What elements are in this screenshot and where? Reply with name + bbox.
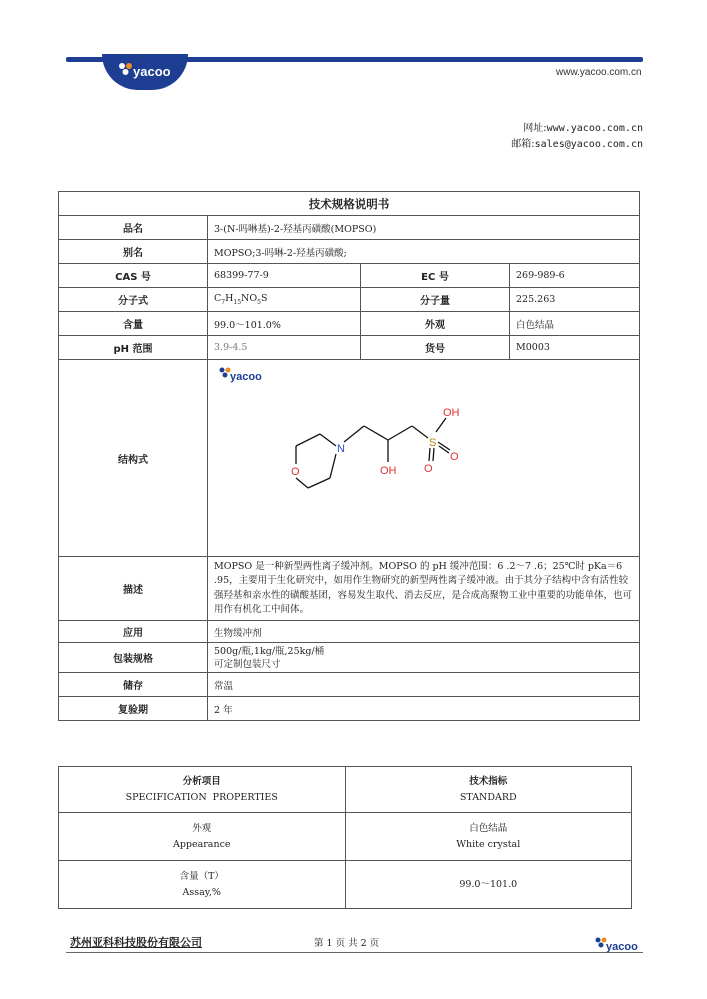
spec-table	[58, 191, 640, 721]
property-cell: 外观 Appearance	[59, 813, 346, 861]
svg-text:O: O	[450, 451, 459, 463]
standard-cell: 白色结晶 White crystal	[345, 813, 632, 861]
content-value: 99.0～101.0%	[208, 312, 361, 336]
alias-label: 别名	[59, 240, 208, 264]
packaging-value	[208, 643, 640, 673]
svg-text:O: O	[424, 463, 433, 475]
formula-label: 分子式	[59, 288, 208, 312]
description-label: 描述	[59, 557, 208, 621]
analysis-header-standard: 技术指标 STANDARD	[345, 767, 632, 813]
content-label: 含量	[59, 312, 208, 336]
description-value: MOPSO 是一种新型两性离子缓冲剂。MOPSO 的 pH 缓冲范围：6 .2～7 .6；25℃时 pKa＝6 .95，主要用于生化研究中，如用作生物研究的新型两性离子缓冲液。由于其分子结构中含有活性较强羟基和亲水性的磺酸基团，容易发生取代、消去反应，是合成高聚物工业中重要的功能单体，也可用作有机化工中间体。	[208, 557, 640, 621]
storage-label: 储存	[59, 673, 208, 697]
structure-diagram	[208, 360, 638, 553]
footer-logo	[594, 934, 644, 958]
footer-divider	[66, 952, 643, 953]
svg-text:yacoo: yacoo	[230, 371, 262, 383]
packaging-line2: 可定制包装尺寸	[214, 658, 281, 670]
svg-text:OH: OH	[380, 465, 397, 477]
item-no-value: M0003	[510, 336, 640, 360]
svg-text:O: O	[291, 466, 300, 478]
ph-value: 3.9-4.5	[208, 336, 361, 360]
structure-label: 结构式	[59, 360, 208, 557]
table-row	[59, 813, 632, 861]
cas-value: 68399-77-9	[208, 264, 361, 288]
application-value: 生物缓冲剂	[208, 621, 640, 643]
spec-title: 技术规格说明书	[59, 192, 640, 216]
retest-label: 复验期	[59, 697, 208, 721]
analysis-header-properties: 分析项目 SPECIFICATION PROPERTIES	[59, 767, 346, 813]
application-label: 应用	[59, 621, 208, 643]
packaging-label: 包装规格	[59, 643, 208, 673]
analysis-table	[58, 766, 632, 909]
email-link[interactable]: sales@yacoo.com.cn	[534, 139, 643, 150]
table-row	[59, 861, 632, 909]
contact-info	[511, 121, 643, 153]
appearance-value: 白色结晶	[510, 312, 640, 336]
formula-value: $C_7H_{15}NO_5S$	[208, 288, 361, 312]
packaging-line1: 500g/瓶,1kg/瓶,25kg/桶	[214, 645, 325, 657]
website-label: 网址:	[523, 123, 547, 134]
page-number: 第 1 页 共 2 页	[314, 938, 380, 949]
ec-value: 269-989-6	[510, 264, 640, 288]
yacoo-logo-small	[220, 368, 263, 384]
appearance-label: 外观	[361, 312, 510, 336]
product-name-value: 3-(N-吗啉基)-2-羟基丙磺酸(MOPSO)	[208, 216, 640, 240]
svg-text:yacoo: yacoo	[133, 64, 171, 79]
property-cell: 含量（T） Assay,%	[59, 861, 346, 909]
svg-text:S: S	[429, 437, 437, 449]
mw-value: 225.263	[510, 288, 640, 312]
structure-cell	[208, 360, 640, 557]
header-url[interactable]: www.yacoo.com.cn	[556, 67, 642, 78]
storage-value: 常温	[208, 673, 640, 697]
website-link[interactable]: www.yacoo.com.cn	[546, 123, 643, 134]
svg-text:OH: OH	[443, 407, 460, 419]
email-label: 邮箱:	[511, 139, 535, 150]
alias-value: MOPSO;3-吗啉-2-羟基丙磺酸;	[208, 240, 640, 264]
mw-label: 分子量	[361, 288, 510, 312]
product-name-label: 品名	[59, 216, 208, 240]
svg-text:N: N	[337, 443, 345, 455]
ph-label: pH 范围	[59, 336, 208, 360]
cas-label: CAS 号	[59, 264, 208, 288]
ec-label: EC 号	[361, 264, 510, 288]
item-no-label: 货号	[361, 336, 510, 360]
standard-cell: 99.0～101.0	[345, 861, 632, 909]
retest-value: 2 年	[208, 697, 640, 721]
yacoo-logo	[102, 54, 188, 90]
footer-company: 苏州亚科科技股份有限公司	[70, 936, 202, 949]
svg-text:yacoo: yacoo	[606, 941, 638, 953]
